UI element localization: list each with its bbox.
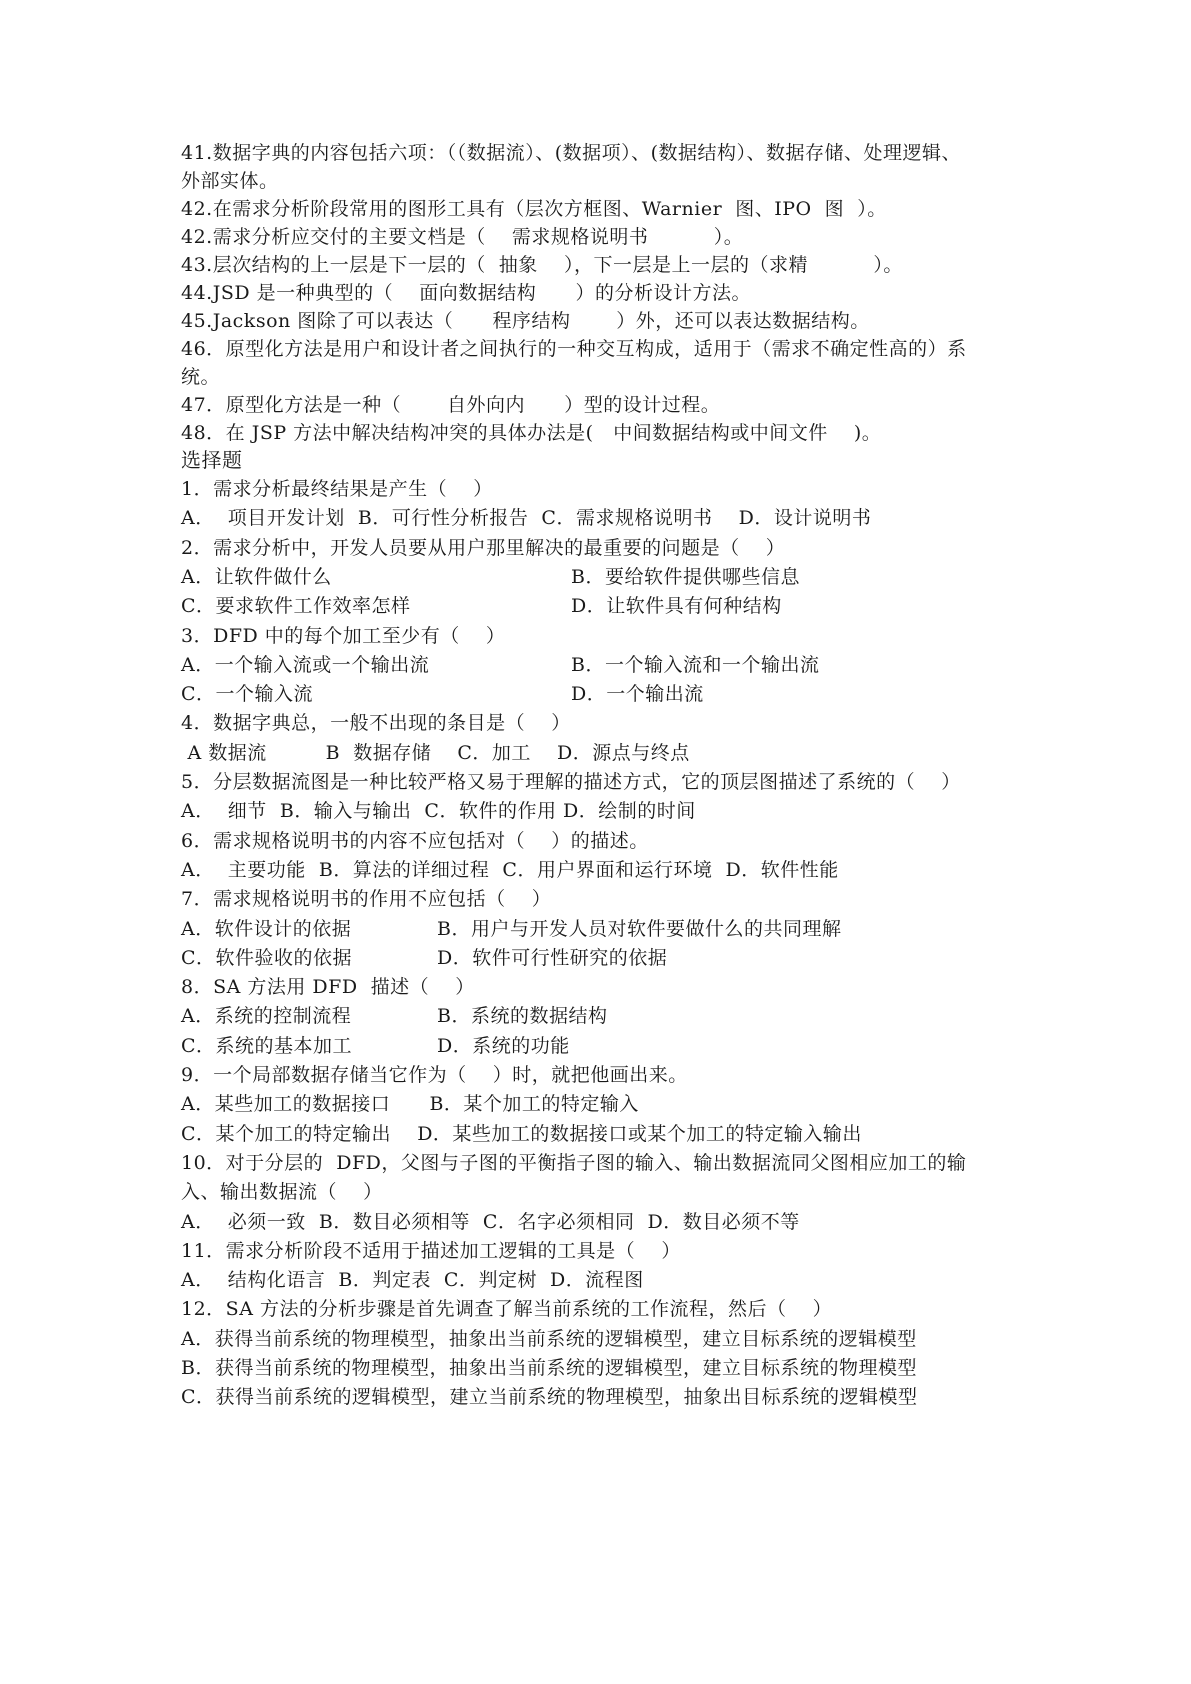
text-line: 42.在需求分析阶段常用的图形工具有（层次方框图、Warnier 图、IPO 图 ）。 (181, 198, 887, 220)
text-line-left: A． 细节 B．输入与输出 C．软件的作用 D．绘制的时间 (181, 800, 696, 822)
text-line-left: 11．需求分析阶段不适用于描述加工逻辑的工具是（ ） (181, 1240, 681, 1262)
option-row (181, 916, 842, 942)
option-row (181, 652, 820, 678)
text-line: 42.需求分析应交付的主要文档是（ 需求规格说明书 ）。 (181, 226, 744, 248)
text-line (181, 1209, 800, 1235)
text-line: 44.JSD 是一种典型的（ 面向数据结构 ）的分析设计方法。 (181, 282, 752, 304)
text-line (181, 1121, 862, 1147)
text-line-left: B．获得当前系统的物理模型，抽象出当前系统的逻辑模型，建立目标系统的物理模型 (181, 1357, 917, 1379)
text-line-left: 4．数据字典总，一般不出现的条目是（ ） (181, 712, 571, 734)
text-line-left: A．一个输入流或一个输出流 (181, 654, 430, 676)
text-line (181, 1150, 966, 1176)
text-line (181, 1062, 688, 1088)
text-line (181, 740, 690, 766)
option-row (181, 564, 800, 590)
text-line (181, 886, 551, 912)
text-line (181, 1179, 383, 1205)
text-line-left: 5．分层数据流图是一种比较严格又易于理解的描述方式，它的顶层图描述了系统的（ ） (181, 771, 961, 793)
option-right: B．一个输入流和一个输出流 (571, 654, 820, 676)
text-line-left: 8．SA 方法用 DFD 描述（ ） (181, 976, 475, 998)
text-line-left: A．获得当前系统的物理模型，抽象出当前系统的逻辑模型，建立目标系统的逻辑模型 (181, 1328, 917, 1350)
text-line-left: A．软件设计的依据 (181, 918, 352, 940)
option-right: B．用户与开发人员对软件要做什么的共同理解 (437, 918, 842, 940)
text-line (181, 857, 839, 883)
text-line: 统。 (181, 366, 221, 388)
text-line-left: A． 项目开发计划 B．可行性分析报告 C．需求规格说明书 D．设计说明书 (181, 507, 872, 529)
text-line (181, 1091, 639, 1117)
text-line: 46．原型化方法是用户和设计者之间执行的一种交互构成，适用于（需求不确定性高的）系 (181, 338, 967, 360)
text-line-left: 1．需求分析最终结果是产生（ ） (181, 478, 493, 500)
text-line (181, 1384, 918, 1410)
text-line-left: A．某些加工的数据接口 B．某个加工的特定输入 (181, 1093, 639, 1115)
text-line-left: C．获得当前系统的逻辑模型，建立当前系统的物理模型，抽象出目标系统的逻辑模型 (181, 1386, 918, 1408)
text-line (181, 1267, 644, 1293)
text-line-left: 10．对于分层的 DFD，父图与子图的平衡指子图的输入、输出数据流同父图相应加工的输 (181, 1152, 967, 1174)
text-line-left: 6．需求规格说明书的内容不应包括对（ ）的描述。 (181, 830, 649, 852)
text-line-left: A 数据流 B 数据存储 C．加工 D．源点与终点 (181, 742, 690, 764)
option-row (181, 681, 704, 707)
text-line-left: C．软件验收的依据 (181, 947, 353, 969)
text-line-left: C．一个输入流 (181, 683, 314, 705)
text-line (181, 710, 571, 736)
text-line: 外部实体。 (181, 170, 279, 192)
text-line: 43.层次结构的上一层是下一层的（ 抽象 ），下一层是上一层的（求精 ）。 (181, 254, 903, 276)
text-line: 41.数据字典的内容包括六项：（（数据流）、(数据项）、(数据结构）、数据存储、处理逻辑、 (181, 142, 962, 164)
option-right: D．一个输出流 (571, 683, 704, 705)
text-line (181, 1326, 917, 1352)
text-line-left: A．系统的控制流程 (181, 1005, 352, 1027)
text-line (181, 476, 493, 502)
option-right: D．系统的功能 (437, 1035, 570, 1057)
text-line (181, 769, 961, 795)
text-line: 47．原型化方法是一种（ 自外向内 ）型的设计过程。 (181, 394, 721, 416)
option-row (181, 945, 668, 971)
text-line: 45.Jackson 图除了可以表达（ 程序结构 ）外，还可以表达数据结构。 (181, 310, 870, 332)
text-line (181, 505, 871, 531)
text-line-left: 9．一个局部数据存储当它作为（ ）时，就把他画出来。 (181, 1064, 688, 1086)
text-line (181, 798, 696, 824)
option-row (181, 1033, 570, 1059)
text-line-left: 7．需求规格说明书的作用不应包括（ ） (181, 888, 552, 910)
option-row (181, 1003, 608, 1029)
option-right: D．软件可行性研究的依据 (437, 947, 668, 969)
text-line (181, 828, 649, 854)
option-right: B．系统的数据结构 (437, 1005, 608, 1027)
text-line (181, 974, 475, 1000)
text-line-left: C．系统的基本加工 (181, 1035, 353, 1057)
text-line (181, 1238, 681, 1264)
text-line-left: A． 主要功能 B．算法的详细过程 C．用户界面和运行环境 D．软件性能 (181, 859, 839, 881)
text-line: 48．在 JSP 方法中解决结构冲突的具体办法是( 中间数据结构或中间文件 )。 (181, 422, 882, 444)
text-line (181, 623, 505, 649)
option-right: D．让软件具有何种结构 (571, 595, 782, 617)
text-line-left: 12．SA 方法的分析步骤是首先调查了解当前系统的工作流程，然后（ ） (181, 1298, 833, 1320)
text-line-left: A． 必须一致 B．数目必须相等 C．名字必须相同 D．数目必须不等 (181, 1211, 800, 1233)
text-line (181, 535, 785, 561)
text-line-left: 3．DFD 中的每个加工至少有（ ） (181, 625, 506, 647)
section-title: 选择题 (181, 448, 243, 472)
text-line-left: 入、输出数据流（ ） (181, 1181, 383, 1203)
text-line-left: 2．需求分析中，开发人员要从用户那里解决的最重要的问题是（ ） (181, 537, 786, 559)
text-line (181, 1355, 917, 1381)
text-line-left: A．让软件做什么 (181, 566, 332, 588)
text-line-left: C．要求软件工作效率怎样 (181, 595, 411, 617)
text-line-left: C．某个加工的特定输出 D．某些加工的数据接口或某个加工的特定输入输出 (181, 1123, 862, 1145)
text-line (181, 1296, 832, 1322)
option-right: B．要给软件提供哪些信息 (571, 566, 800, 588)
text-line-left: A． 结构化语言 B．判定表 C．判定树 D．流程图 (181, 1269, 644, 1291)
option-row (181, 593, 782, 619)
